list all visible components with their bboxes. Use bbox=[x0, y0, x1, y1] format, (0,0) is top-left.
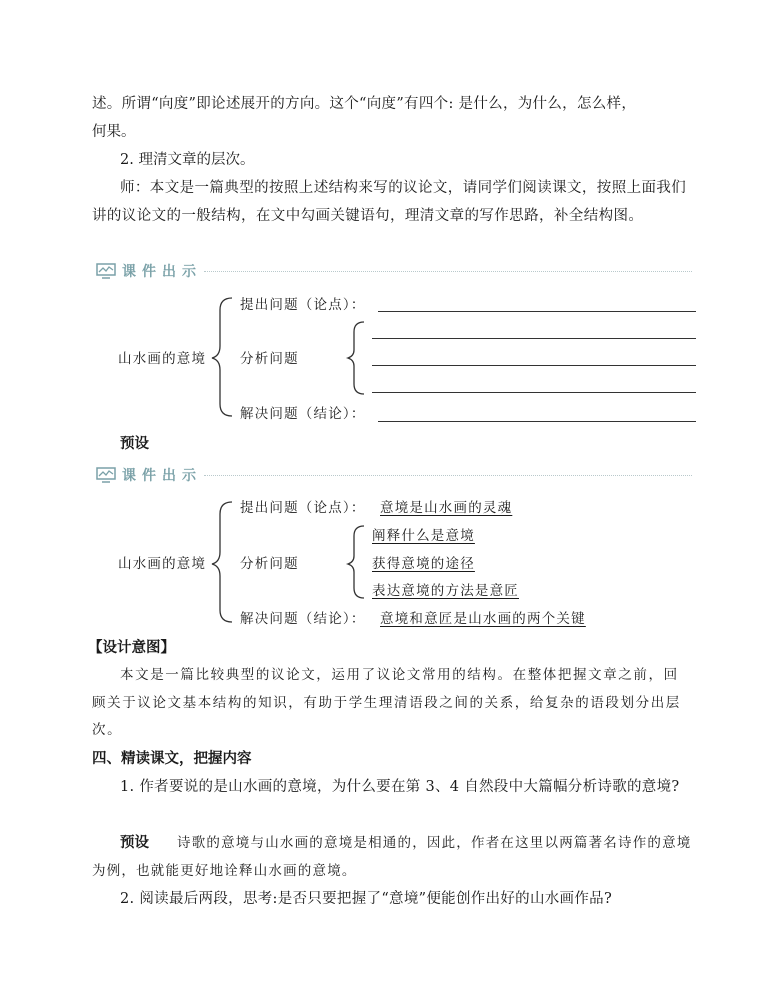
intro-line-2: 何果。 bbox=[92, 124, 136, 140]
diagram-1-raise-issue: 提出问题（论点）： bbox=[240, 297, 366, 313]
diagram-2-raise-issue: 提出问题（论点）： bbox=[240, 500, 366, 516]
section-4-heading: 四、精读课文，把握内容 bbox=[92, 750, 252, 767]
diagram-2-sub-item: 阐释什么是意境 bbox=[372, 528, 475, 544]
courseware-banner-1 bbox=[96, 261, 692, 281]
blank-line bbox=[372, 338, 696, 339]
answer-1-label: 预设 bbox=[120, 834, 149, 851]
teacher-instruction: 师：本文是一篇典型的按照上述结构来写的议论文，请同学们阅读课文，按照上面我们讲的议论文的一般结构，在文中勾画关键语句，理清文章的写作思路，补全结构图。 bbox=[92, 180, 687, 224]
slideshow-icon bbox=[96, 263, 116, 279]
design-intent-body: 本文是一篇比较典型的议论文，运用了议论文常用的结构。在整体把握文章之前，回顾关于议论文基本结构的知识，有助于学生理清语段之间的关系，给复杂的语段划分出层次。 bbox=[92, 667, 681, 738]
banner-dotted-rule bbox=[204, 271, 692, 272]
diagram-1-root: 山水画的意境 bbox=[118, 351, 207, 367]
banner-label: 课件出示 bbox=[122, 264, 202, 280]
preset-label: 预设 bbox=[120, 435, 149, 452]
diagram-2-analyze-issue: 分析问题 bbox=[240, 556, 299, 572]
slideshow-icon bbox=[96, 467, 116, 483]
blank-line bbox=[372, 392, 696, 393]
banner-dotted-rule bbox=[204, 475, 692, 476]
blank-line bbox=[378, 311, 696, 312]
diagram-2-resolve-issue: 解决问题（结论）： bbox=[240, 611, 366, 627]
diagram-2-root: 山水画的意境 bbox=[118, 556, 207, 572]
answer-1 bbox=[92, 829, 692, 885]
blank-line bbox=[378, 421, 696, 422]
step-2-text: 2. 理清文章的层次。 bbox=[120, 152, 255, 168]
question-2: 2. 阅读最后两段，思考:是否只要把握了“意境”便能创作出好的山水画作品? bbox=[120, 891, 613, 907]
design-intent-heading: 【设计意图】 bbox=[88, 639, 175, 656]
intro-line-1: 述。所谓“向度”即论述展开的方向。这个“向度”有四个: 是什么，为什么，怎么样， bbox=[92, 96, 637, 112]
courseware-banner-2 bbox=[96, 465, 692, 485]
diagram-1-resolve-issue: 解决问题（结论）： bbox=[240, 406, 366, 422]
diagram-2-conclusion-answer: 意境和意匠是山水画的两个关键 bbox=[380, 611, 586, 627]
diagram-2-thesis-answer: 意境是山水画的灵魂 bbox=[380, 500, 513, 516]
banner-label: 课件出示 bbox=[122, 468, 202, 484]
question-1: 1. 作者要说的是山水画的意境，为什么要在第 3、4 自然段中大篇幅分析诗歌的意境? bbox=[120, 779, 680, 795]
blank-line bbox=[372, 365, 696, 366]
diagram-2-sub-item: 获得意境的途径 bbox=[372, 556, 475, 572]
diagram-1-analyze-issue: 分析问题 bbox=[240, 351, 299, 367]
diagram-2-sub-item: 表达意境的方法是意匠 bbox=[372, 583, 519, 599]
answer-1-text: 诗歌的意境与山水画的意境是相通的，因此，作者在这里以两篇著名诗作的意境为例，也就能更好地诠释山水画的意境。 bbox=[92, 835, 692, 879]
